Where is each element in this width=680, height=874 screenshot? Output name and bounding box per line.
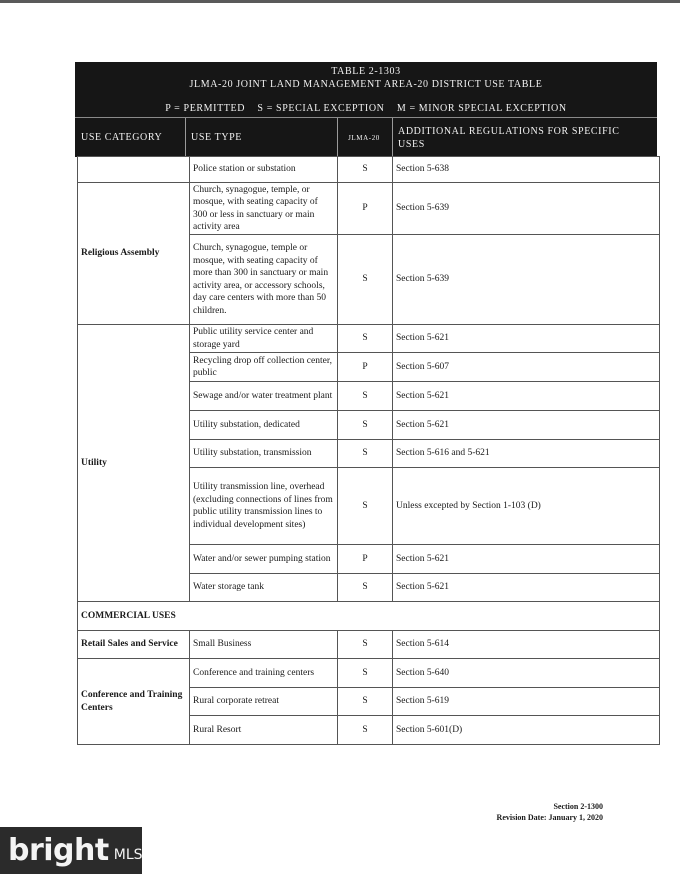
use-type-cell: Utility transmission line, overhead (excluding connections of lines from public utility transmission lines to individual development sites) [190,468,338,545]
regulation-cell: Unless excepted by Section 1-103 (D) [393,468,660,545]
watermark-suffix: MLS [113,846,143,863]
category-cell: Retail Sales and Service [78,631,190,659]
table-header [75,62,657,157]
regulation-cell: Section 5-616 and 5-621 [393,440,660,468]
table-row [78,631,660,659]
header-col-divider [392,118,393,157]
regulation-cell: Section 5-640 [393,659,660,688]
category-cell: Utility [78,325,190,602]
use-type-cell: Sewage and/or water treatment plant [190,382,338,411]
top-border [0,0,680,3]
use-type-cell: Church, synagogue, temple or mosque, with seating capacity of more than 300 in sanctuary or main activity area, or accessory schools, day care centers with more than 50 children. [190,235,338,325]
col-header-district: JLMA-20 [348,133,380,142]
regulation-cell: Section 5-621 [393,325,660,353]
district-code-cell: S [338,468,393,545]
table-title: JLMA-20 JOINT LAND MANAGEMENT AREA-20 DISTRICT USE TABLE [189,79,543,90]
district-code-cell: P [338,353,393,382]
section-heading: COMMERCIAL USES [78,602,660,631]
page-footer [497,801,603,823]
category-cell: Religious Assembly [78,183,190,325]
watermark-brand: bright [8,833,109,868]
use-type-cell: Utility substation, dedicated [190,411,338,440]
header-col-divider [185,118,186,157]
bright-mls-watermark [0,827,142,874]
district-code-cell: P [338,183,393,235]
section-heading-row [78,602,660,631]
regulation-cell: Section 5-601(D) [393,716,660,745]
district-code-cell: S [338,631,393,659]
regulation-cell: Section 5-621 [393,411,660,440]
use-type-cell: Public utility service center and storage yard [190,325,338,353]
table-row [78,183,660,235]
regulation-cell: Section 5-607 [393,353,660,382]
district-code-cell: S [338,574,393,602]
regulation-cell: Section 5-638 [393,157,660,183]
regulation-cell: Section 5-639 [393,183,660,235]
footer-section: Section 2-1300 [553,802,603,811]
use-type-cell: Church, synagogue, temple, or mosque, with seating capacity of 300 or less in sanctuary or main activity area [190,183,338,235]
use-type-cell: Police station or substation [190,157,338,183]
use-type-cell: Conference and training centers [190,659,338,688]
table-row [78,325,660,353]
category-cell: Conference and Training Centers [78,659,190,745]
district-code-cell: S [338,659,393,688]
use-type-cell: Small Business [190,631,338,659]
use-type-cell: Water and/or sewer pumping station [190,545,338,574]
use-type-cell: Rural corporate retreat [190,688,338,716]
district-code-cell: S [338,157,393,183]
table-number: TABLE 2-1303 [331,66,401,77]
district-code-cell: S [338,688,393,716]
district-code-cell: S [338,325,393,353]
category-cell [78,157,190,183]
use-type-cell: Water storage tank [190,574,338,602]
use-type-cell: Recycling drop off collection center, public [190,353,338,382]
col-header-category: USE CATEGORY [81,132,163,143]
district-code-cell: P [338,545,393,574]
footer-revision-date: Revision Date: January 1, 2020 [496,813,603,822]
district-code-cell: S [338,235,393,325]
use-type-cell: Rural Resort [190,716,338,745]
col-header-regulations: ADDITIONAL REGULATIONS FOR SPECIFIC USES [398,125,620,150]
regulation-cell: Section 5-639 [393,235,660,325]
table-row [78,659,660,688]
use-table [77,156,660,745]
col-header-type: USE TYPE [191,132,243,143]
regulation-cell: Section 5-621 [393,545,660,574]
regulation-cell: Section 5-621 [393,382,660,411]
district-code-cell: S [338,440,393,468]
district-code-cell: S [338,382,393,411]
use-type-cell: Utility substation, transmission [190,440,338,468]
regulation-cell: Section 5-621 [393,574,660,602]
regulation-cell: Section 5-614 [393,631,660,659]
code-legend: P = PERMITTED S = SPECIAL EXCEPTION M = MINOR SPECIAL EXCEPTION [165,103,567,114]
district-code-cell: S [338,411,393,440]
district-code-cell: S [338,716,393,745]
table-row [78,157,660,183]
regulation-cell: Section 5-619 [393,688,660,716]
